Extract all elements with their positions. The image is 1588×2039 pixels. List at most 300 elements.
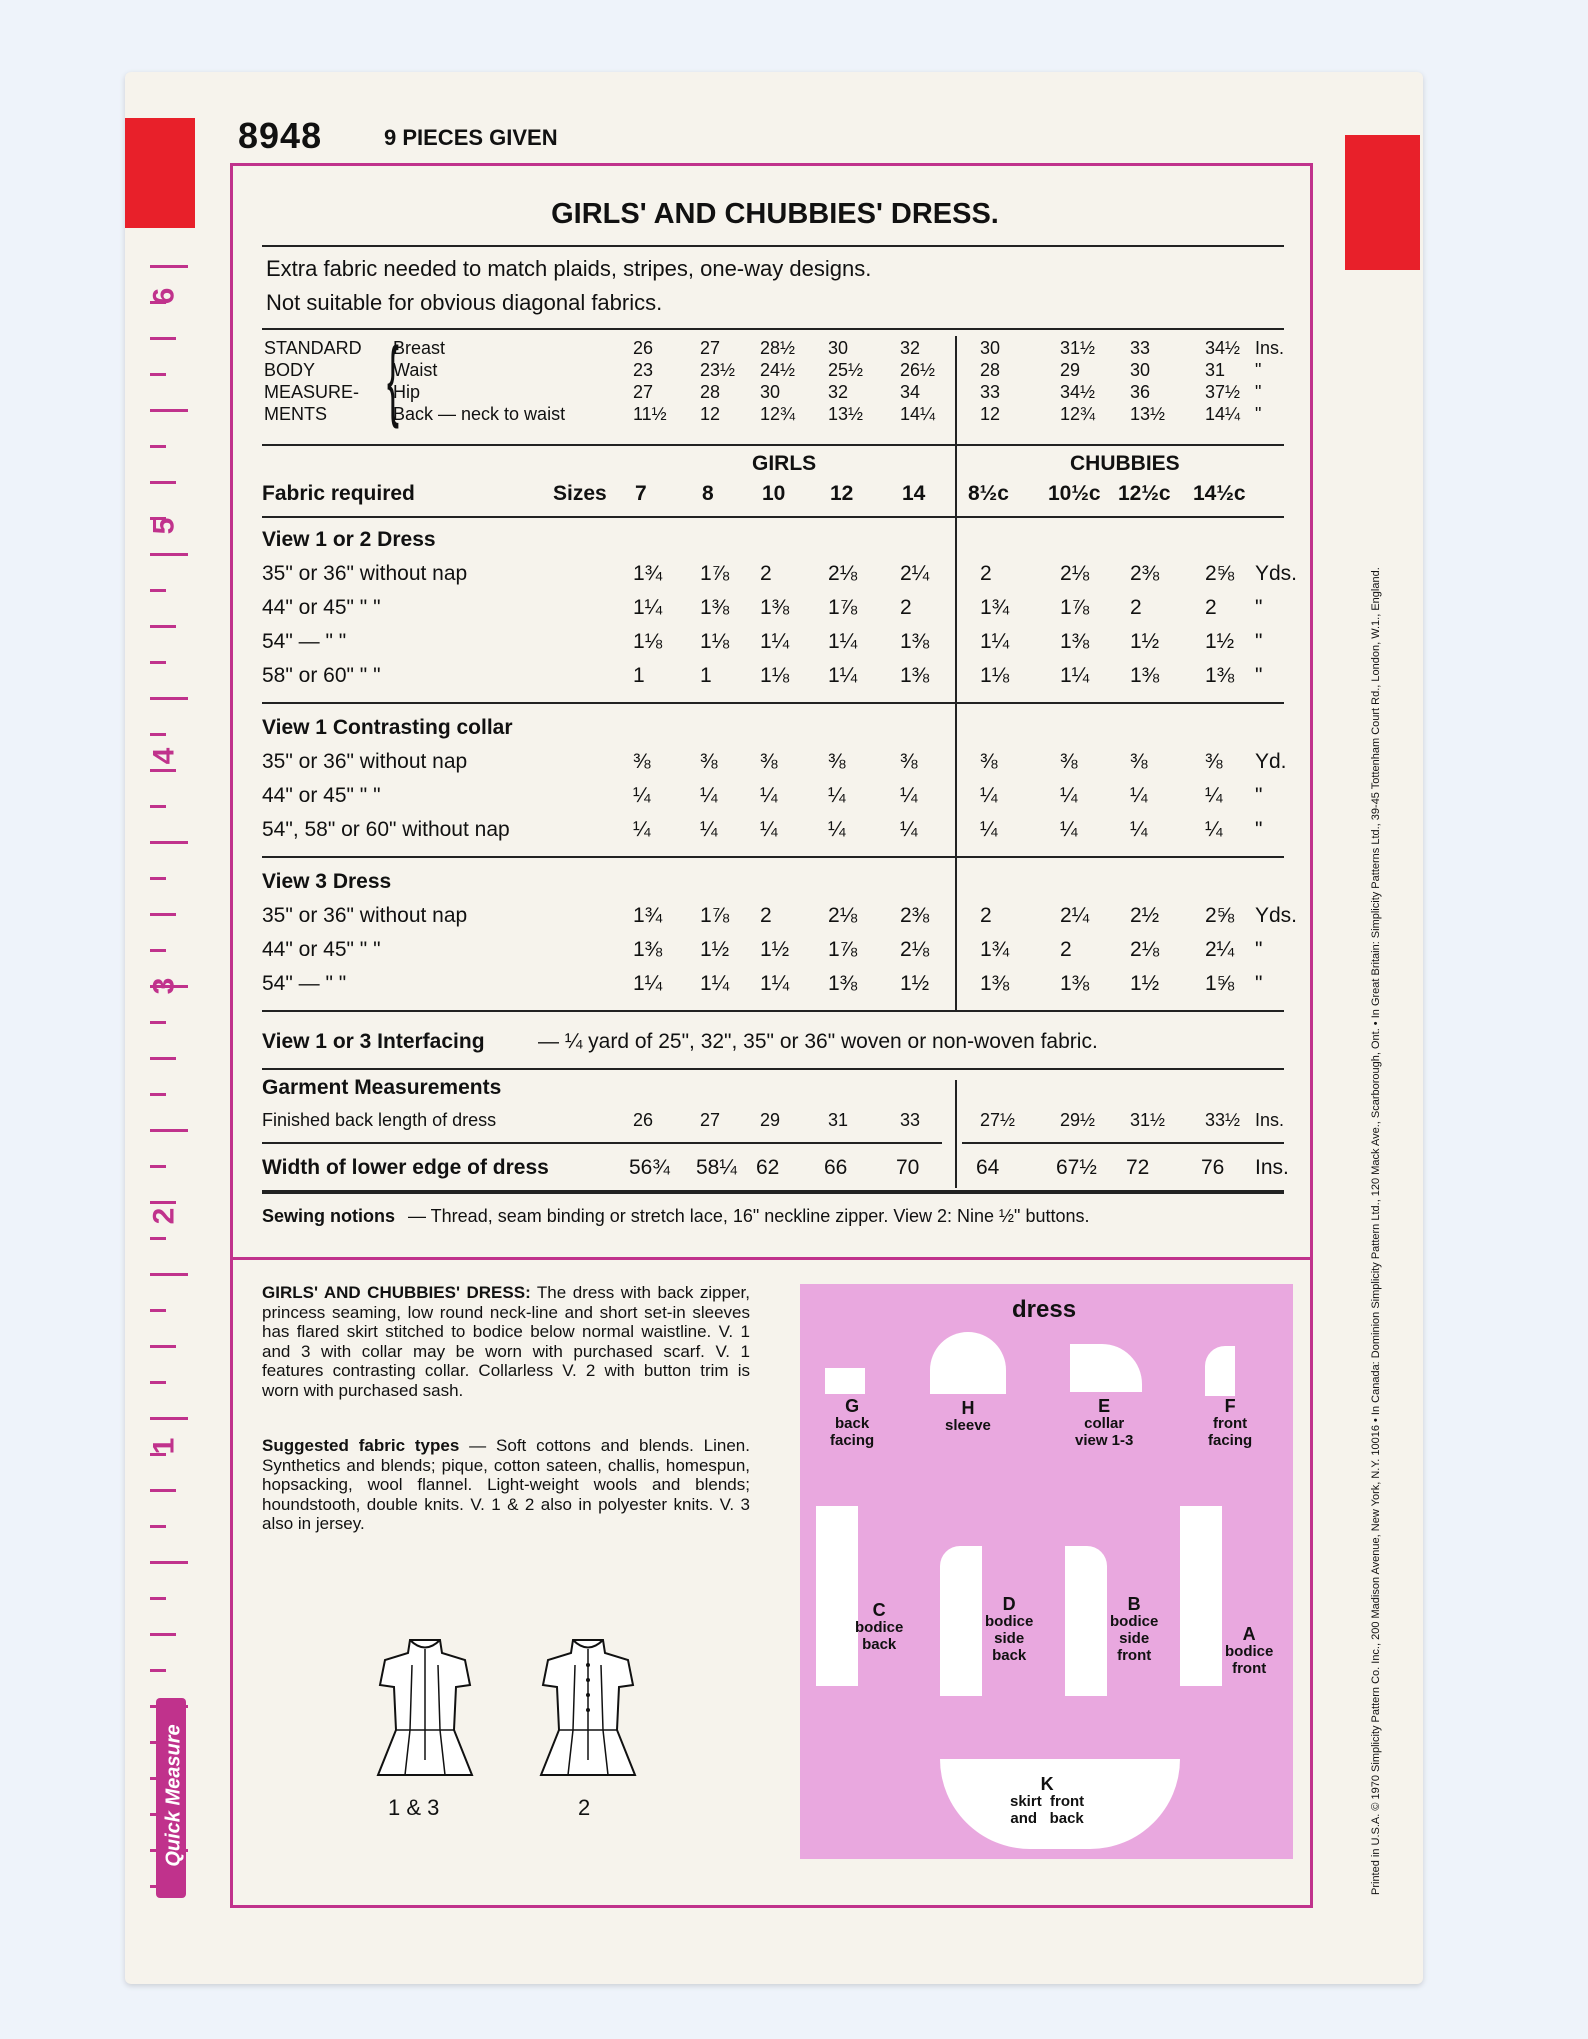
measure-unit: Ins.: [1255, 338, 1285, 358]
yardage: 1¼: [633, 596, 663, 619]
yardage: 1⅛: [980, 664, 1010, 687]
yardage: 2: [1205, 596, 1217, 619]
garment-value: 27½: [980, 1110, 1016, 1130]
yardage: ⅜: [900, 750, 918, 773]
measure-value: 32: [900, 338, 921, 358]
garment-value: 67½: [1056, 1156, 1097, 1179]
ruler-number: 4: [147, 747, 181, 765]
yardage: 2⅛: [828, 904, 858, 927]
piece-letter: D: [1002, 1594, 1016, 1614]
yardage: ⅜: [633, 750, 651, 773]
garment-value: 29: [760, 1110, 781, 1130]
ruler-tick: [150, 337, 176, 340]
ruler-tick: [150, 1633, 176, 1636]
notions-text: — Thread, seam binding or stretch lace, 16" neckline zipper. View 2: Nine ½" buttons.: [408, 1206, 1090, 1226]
yardage: ¼: [1130, 818, 1148, 841]
yardage: 1⅛: [633, 630, 663, 653]
measure-value: 27: [700, 338, 721, 358]
body-measure-label: MEASURE-: [264, 382, 360, 402]
measure-value: 12: [700, 404, 721, 424]
yardage: 1½: [900, 972, 930, 995]
ruler-tick: [150, 1129, 188, 1132]
yardage: 2⅛: [1060, 562, 1090, 585]
yardage: 2⅛: [828, 562, 858, 585]
yardage: ¼: [633, 784, 651, 807]
yardage: ¼: [700, 784, 718, 807]
piece-shape: [825, 1368, 865, 1394]
yardage: 2: [980, 562, 992, 585]
pattern-description: [262, 1283, 750, 1400]
yardage: 2¼: [1205, 938, 1235, 961]
yardage-unit: Yds.: [1255, 904, 1298, 927]
ruler-tick: [150, 1669, 166, 1672]
ruler-number: 5: [147, 517, 181, 535]
yardage-unit: ": [1255, 596, 1263, 619]
measure-value: 11½: [633, 404, 667, 424]
ruler-tick: [150, 733, 166, 736]
piece-letter: H: [961, 1398, 975, 1418]
dress-view-2-drawing: [533, 1635, 643, 1785]
garment-value: 64: [976, 1156, 1000, 1179]
yardage: ⅜: [980, 750, 998, 773]
yardage: 1⅞: [700, 562, 730, 585]
yardage: 1⅜: [900, 664, 930, 687]
view-label: 2: [578, 1795, 591, 1820]
fabric-row-label: 58" or 60" " ": [262, 664, 381, 687]
fabric-row-label: 35" or 36" without nap: [262, 904, 468, 927]
measure-value: 34: [900, 382, 921, 402]
measure-value: 28: [980, 360, 1001, 380]
measure-unit: ": [1255, 382, 1262, 402]
garment-value: 62: [756, 1156, 780, 1179]
piece-name: bodice side front: [1110, 1613, 1159, 1664]
rule: [262, 1010, 1284, 1012]
yardage: 1¼: [828, 664, 858, 687]
yardage: ⅜: [1205, 750, 1223, 773]
ruler-number: 1: [147, 1437, 181, 1455]
yardage: 2⅛: [900, 938, 930, 961]
fabric-row-label: 35" or 36" without nap: [262, 562, 468, 585]
yardage: 1⅜: [828, 972, 858, 995]
yardage: ⅜: [828, 750, 846, 773]
dress-view-1-3-drawing: [370, 1635, 480, 1785]
ruler-tick: [150, 913, 176, 916]
piece-label: [1110, 1596, 1158, 1664]
red-corner: [125, 118, 195, 228]
yardage: 2⅜: [900, 904, 930, 927]
ruler-tick: [150, 1525, 166, 1528]
garment-value: 76: [1201, 1156, 1225, 1179]
yardage: 1⅜: [900, 630, 930, 653]
rule: [262, 516, 1284, 518]
yardage: 2: [760, 562, 772, 585]
ruler-tick: [150, 841, 188, 844]
piece-shape: [1065, 1546, 1107, 1696]
pattern-pieces-chart: [800, 1284, 1293, 1859]
size-header: 12: [830, 482, 854, 505]
view-label: 1 & 3: [388, 1795, 440, 1820]
yardage-unit: ": [1255, 818, 1263, 841]
garment-unit: Ins.: [1255, 1110, 1285, 1130]
measure-value: 37½: [1205, 382, 1241, 402]
ruler-tick: [150, 1597, 166, 1600]
brace: {: [387, 330, 400, 430]
yardage: 1: [700, 664, 712, 687]
ruler-tick: [150, 1381, 166, 1384]
piece-name: front facing: [1208, 1415, 1253, 1449]
ruler-tick: [150, 1489, 176, 1492]
ruler-tick: [150, 1237, 166, 1240]
yardage: 1¼: [1060, 664, 1090, 687]
piece-letter: A: [1242, 1624, 1256, 1644]
yardage: ¼: [900, 818, 918, 841]
measure-value: 34½: [1060, 382, 1096, 402]
measure-value: 33: [980, 382, 1001, 402]
piece-letter: E: [1098, 1396, 1111, 1416]
measure-value: 13½: [828, 404, 864, 424]
piece-label: [1225, 1626, 1273, 1677]
pattern-number: 8948: [238, 115, 323, 156]
ruler-tick: [150, 481, 176, 484]
section-heading: View 1 or 2 Dress: [262, 528, 436, 551]
pieces-chart-title: dress: [1012, 1296, 1077, 1323]
yardage: 1½: [1130, 630, 1160, 653]
rule: [962, 1142, 1284, 1144]
garment-value: 31: [828, 1110, 849, 1130]
fabric-row-label: 44" or 45" " ": [262, 784, 381, 807]
description-heading: GIRLS' AND CHUBBIES' DRESS:: [262, 1283, 531, 1302]
measure-name: Breast: [393, 338, 446, 358]
piece-shape: [1205, 1346, 1235, 1396]
note: Extra fabric needed to match plaids, stripes, one-way designs.: [266, 256, 872, 281]
notions-heading: Sewing notions: [262, 1206, 395, 1226]
ruler-tick: [150, 1273, 188, 1276]
measure-value: 36: [1130, 382, 1151, 402]
ruler-tick: [150, 553, 188, 556]
yardage: 1½: [760, 938, 790, 961]
yardage: 1¼: [760, 972, 790, 995]
brand-label: Quick Measure: [162, 1724, 185, 1867]
column-divider: [955, 1080, 957, 1188]
yardage: ¼: [828, 818, 846, 841]
yardage: 1½: [1205, 630, 1235, 653]
garment-value: 29½: [1060, 1110, 1096, 1130]
piece-name: bodice front: [1225, 1643, 1274, 1677]
yardage-unit: ": [1255, 938, 1263, 961]
fabric-types: [262, 1436, 750, 1534]
yardage: ⅜: [760, 750, 778, 773]
description-text: The dress with back zipper, princess seaming, low round neck-line and short set-in sleeves has flared skirt stitched to bodice below normal waistline. V. 1 and 3 with collar may be worn with purchased scarf. V. 1 features contrasting collar. Collarless V. 2 with button trim is worn with purchased sash.: [262, 1283, 750, 1400]
measure-value: 25½: [828, 360, 864, 380]
measure-value: 31½: [1060, 338, 1096, 358]
yardage: 1¼: [828, 630, 858, 653]
measure-value: 29: [1060, 360, 1081, 380]
measure-value: 27: [633, 382, 654, 402]
yardage: 1⅜: [700, 596, 730, 619]
piece-name: sleeve: [945, 1417, 991, 1434]
ruler-tick: [150, 1093, 166, 1096]
garment-value: 66: [824, 1156, 848, 1179]
yardage: 1⅞: [700, 904, 730, 927]
measure-name: Back — neck to waist: [393, 404, 566, 424]
yardage: 2¼: [900, 562, 930, 585]
body-measure-label: MENTS: [264, 404, 327, 424]
fabric-row-label: 35" or 36" without nap: [262, 750, 468, 773]
size-header: 14: [902, 482, 926, 505]
page-title: GIRLS' AND CHUBBIES' DRESS.: [551, 198, 999, 230]
ruler-number: 2: [147, 1207, 181, 1225]
rule: [262, 856, 1284, 858]
measure-value: 28½: [760, 338, 796, 358]
piece-letter: C: [872, 1600, 886, 1620]
body-measure-label: STANDARD: [264, 338, 362, 358]
yardage: ¼: [760, 784, 778, 807]
measure-unit: ": [1255, 404, 1262, 424]
rule: [262, 328, 1284, 330]
piece-shape: [1070, 1344, 1142, 1392]
yardage: 1⅜: [1130, 664, 1160, 687]
yardage: 1½: [1130, 972, 1160, 995]
fabric-row-label: 44" or 45" " ": [262, 938, 381, 961]
yardage: ⅜: [1130, 750, 1148, 773]
piece-letter: K: [1040, 1774, 1054, 1794]
measure-name: Hip: [393, 382, 421, 402]
size-header: 10½c: [1048, 482, 1101, 505]
measure-value: 14¼: [1205, 404, 1241, 424]
yardage: 1⅞: [828, 938, 858, 961]
piece-label: [830, 1398, 874, 1449]
measure-value: 12¾: [1060, 404, 1096, 424]
yardage: ¼: [700, 818, 718, 841]
ruler-tick: [150, 445, 166, 448]
rule: [262, 1142, 942, 1144]
measure-value: 12: [980, 404, 1001, 424]
yardage: 1⅛: [700, 630, 730, 653]
yardage-unit: ": [1255, 972, 1263, 995]
yardage: 1⅛: [760, 664, 790, 687]
chubbies-group-label: CHUBBIES: [1070, 452, 1180, 475]
yardage: ⅜: [1060, 750, 1078, 773]
rule: [262, 444, 1284, 446]
measure-value: 28: [700, 382, 721, 402]
measure-value: 30: [760, 382, 781, 402]
piece-name: collar view 1-3: [1075, 1415, 1134, 1449]
ruler-number: 6: [147, 287, 181, 305]
piece-letter: B: [1127, 1594, 1141, 1614]
yardage: 1¼: [700, 972, 730, 995]
yardage: ¼: [828, 784, 846, 807]
yardage: 1⅝: [1205, 972, 1235, 995]
yardage: ¼: [760, 818, 778, 841]
measure-value: 14¼: [900, 404, 936, 424]
piece-shape: [1180, 1506, 1222, 1686]
ruler-tick: [150, 1561, 188, 1564]
sizes-label: Sizes: [553, 482, 607, 505]
yardage: 1¾: [980, 596, 1010, 619]
yardage: 2⅛: [1130, 938, 1160, 961]
ruler-tick: [150, 373, 166, 376]
measure-value: 31: [1205, 360, 1226, 380]
piece-letter: G: [845, 1396, 860, 1416]
ruler-tick: [150, 1201, 176, 1204]
yardage: 1¼: [980, 630, 1010, 653]
yardage: 2: [1130, 596, 1142, 619]
piece-name: bodice back: [855, 1619, 904, 1653]
ruler-tick: [150, 409, 188, 412]
ruler-tick: [150, 589, 166, 592]
measure-value: 34½: [1205, 338, 1241, 358]
piece-shape: [930, 1332, 1006, 1394]
size-header: 7: [635, 482, 647, 505]
ruler-tick: [150, 1165, 166, 1168]
measure-value: 26: [633, 338, 654, 358]
back-length-label: Finished back length of dress: [262, 1110, 497, 1130]
measure-value: 13½: [1130, 404, 1166, 424]
quick-measure-ruler: [147, 265, 190, 1915]
fabric-row-label: 54" — " ": [262, 972, 347, 995]
size-header: 10: [762, 482, 786, 505]
yardage: ¼: [900, 784, 918, 807]
yardage: ¼: [1060, 818, 1078, 841]
rule: [262, 702, 1284, 704]
garment-value: 27: [700, 1110, 721, 1130]
fabric-row-label: 44" or 45" " ": [262, 596, 381, 619]
section-heading: View 3 Dress: [262, 870, 392, 893]
yardage: 1⅜: [1060, 630, 1090, 653]
yardage: 1⅜: [1060, 972, 1090, 995]
garment-value: 70: [896, 1156, 920, 1179]
yardage: 1¾: [633, 904, 663, 927]
measure-value: 33: [1130, 338, 1151, 358]
ruler-tick: [150, 661, 166, 664]
rule: [262, 1068, 1284, 1070]
yardage: ¼: [980, 818, 998, 841]
measure-value: 24½: [760, 360, 796, 380]
measure-value: 30: [980, 338, 1001, 358]
yardage: 2: [980, 904, 992, 927]
yardage: 1⅜: [760, 596, 790, 619]
garment-heading: Garment Measurements: [262, 1076, 502, 1099]
ruler-tick: [150, 625, 176, 628]
piece-shape: [816, 1506, 858, 1686]
quick-measure-badge: [156, 1698, 186, 1898]
ruler-number: 3: [147, 977, 181, 995]
fabric-types-text: — Soft cottons and blends. Linen. Synthetics and blends; pique, cotton sateen, challis, homespun, hopsacking, wool flannel. Light-weight wools and blends; houndstooth, double knits. V. 1 & 2 also in polyester knits. V. 3 also in jersey.: [262, 1436, 750, 1533]
ruler-tick: [150, 769, 176, 772]
piece-name: skirt front and back: [1010, 1793, 1085, 1827]
measure-value: 30: [1130, 360, 1151, 380]
girls-group-label: GIRLS: [752, 452, 817, 475]
body-measure-label: BODY: [264, 360, 316, 380]
ruler-tick: [150, 697, 188, 700]
column-divider: [955, 336, 957, 1012]
yardage: 2½: [1130, 904, 1160, 927]
ruler-tick: [150, 265, 188, 268]
ruler-tick: [150, 1345, 176, 1348]
piece-label: [1208, 1398, 1252, 1449]
yardage: 1¾: [980, 938, 1010, 961]
yardage: ¼: [1130, 784, 1148, 807]
measure-value: 12¾: [760, 404, 796, 424]
yardage: 1⅞: [1060, 596, 1090, 619]
yardage: 1⅜: [980, 972, 1010, 995]
yardage: 2⅝: [1205, 904, 1235, 927]
ruler-tick: [150, 1417, 188, 1420]
size-header: 12½c: [1118, 482, 1171, 505]
ruler-tick: [150, 1309, 166, 1312]
yardage-unit: ": [1255, 630, 1263, 653]
piece-label: [1075, 1398, 1133, 1449]
garment-value: 58¼: [696, 1156, 737, 1179]
ruler-tick: [150, 877, 166, 880]
yardage: 1¼: [760, 630, 790, 653]
yardage-unit: Yd.: [1255, 750, 1287, 773]
piece-name: bodice side back: [985, 1613, 1034, 1664]
yardage: 1⅜: [633, 938, 663, 961]
yardage: 2⅜: [1130, 562, 1160, 585]
yardage: 1¼: [633, 972, 663, 995]
yardage-unit: Yds.: [1255, 562, 1298, 585]
yardage: 1: [633, 664, 645, 687]
piece-label: [945, 1400, 991, 1434]
ruler-tick: [150, 949, 166, 952]
lower-edge-label: Width of lower edge of dress: [262, 1156, 549, 1179]
yardage: 2: [900, 596, 912, 619]
rule: [262, 245, 1284, 247]
publisher-imprint: Printed in U.S.A. © 1970 Simplicity Pattern Co. Inc., 200 Madison Avenue, New York, N.Y. 10016 • In Canada: Dominion Simplicity Pattern Ltd., 120 Mack Ave., Scarborough, Ont. • In Great Britain: Simplicity Patterns Ltd., 39-45 Tottenham Court Rd., London, W.1., England.: [1370, 567, 1382, 1895]
garment-value: 31½: [1130, 1110, 1166, 1130]
frame-divider: [230, 1257, 1313, 1260]
piece-label: [855, 1602, 903, 1653]
section-heading: View 1 Contrasting collar: [262, 716, 513, 739]
garment-value: 26: [633, 1110, 654, 1130]
measure-value: 26½: [900, 360, 936, 380]
red-corner: [1345, 135, 1420, 270]
ruler-tick: [150, 1021, 166, 1024]
pieces-given: 9 PIECES GIVEN: [384, 125, 558, 150]
note: Not suitable for obvious diagonal fabrics.: [266, 290, 663, 315]
interfacing-heading: View 1 or 3 Interfacing: [262, 1030, 485, 1053]
yardage: ⅜: [700, 750, 718, 773]
piece-label: [985, 1596, 1033, 1664]
yardage: 2: [1060, 938, 1072, 961]
garment-value: 72: [1126, 1156, 1150, 1179]
ruler-tick: [150, 805, 166, 808]
interfacing-text: — ¼ yard of 25", 32", 35" or 36" woven or non-woven fabric.: [538, 1030, 1098, 1053]
yardage: ¼: [1060, 784, 1078, 807]
measure-unit: ": [1255, 360, 1262, 380]
ruler-tick: [150, 1057, 176, 1060]
size-header: 8½c: [968, 482, 1009, 505]
yardage: ¼: [633, 818, 651, 841]
yardage: 2: [760, 904, 772, 927]
yardage: 2⅝: [1205, 562, 1235, 585]
yardage: 1¾: [633, 562, 663, 585]
measure-value: 32: [828, 382, 849, 402]
fabric-required-label: Fabric required: [262, 482, 415, 505]
garment-value: 33: [900, 1110, 921, 1130]
piece-shape: [940, 1546, 982, 1696]
piece-name: back facing: [830, 1415, 875, 1449]
piece-label: [1010, 1776, 1084, 1827]
garment-value: 56¾: [629, 1156, 670, 1179]
fabric-row-label: 54" — " ": [262, 630, 347, 653]
fabric-types-heading: Suggested fabric types: [262, 1436, 460, 1455]
measure-value: 23: [633, 360, 654, 380]
yardage: ¼: [980, 784, 998, 807]
rule: [262, 1190, 1284, 1194]
yardage: ¼: [1205, 784, 1223, 807]
